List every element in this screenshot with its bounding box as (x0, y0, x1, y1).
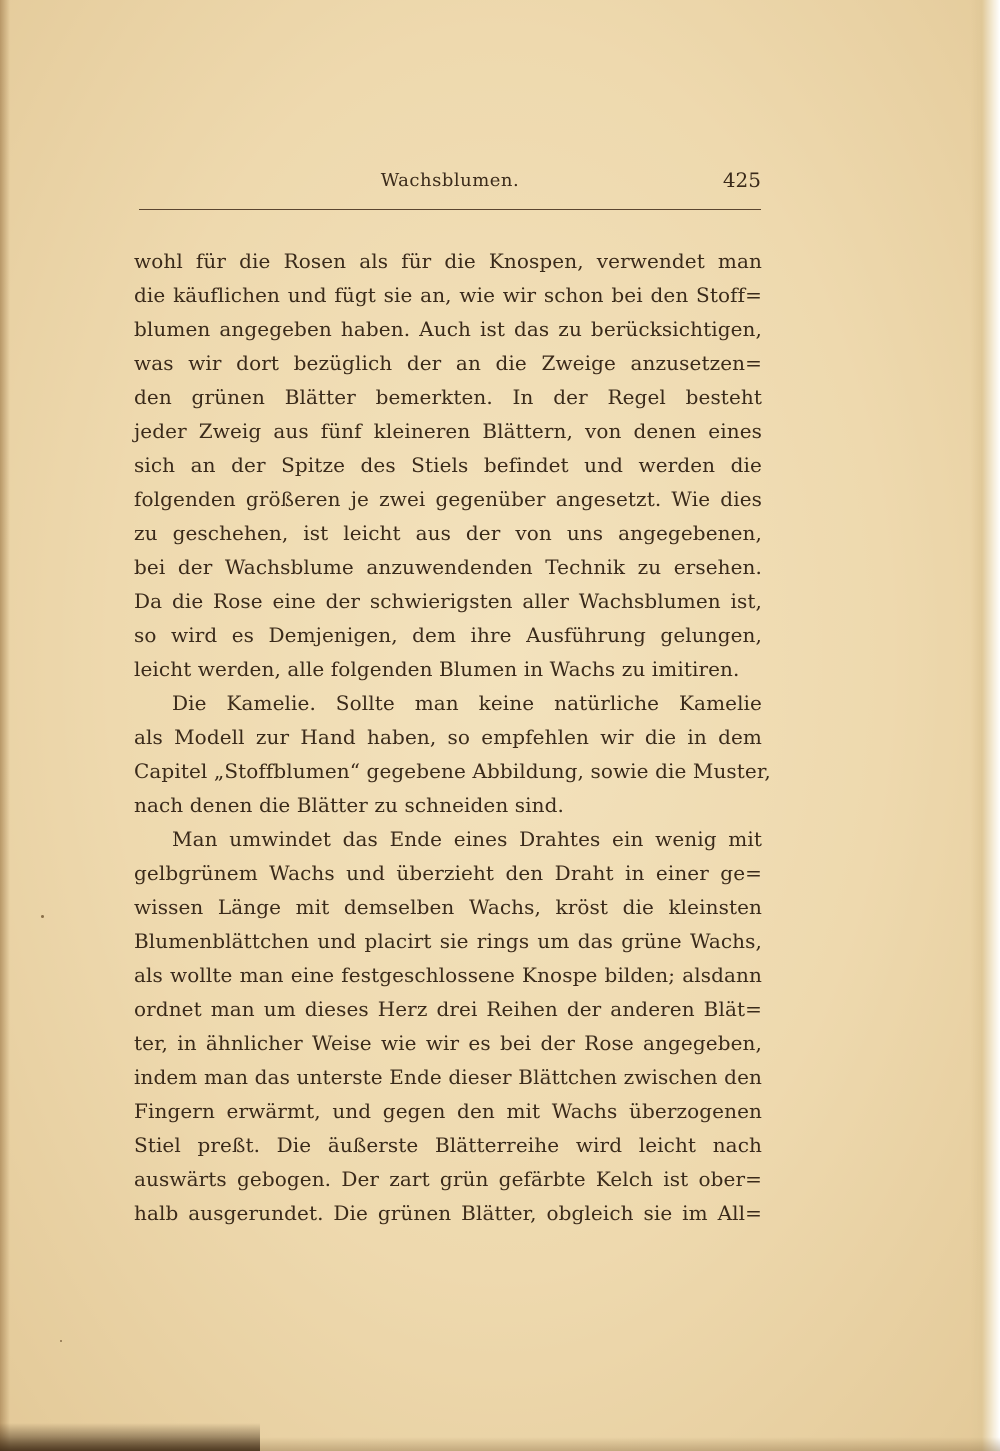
text-line: so wird es Demjenigen, dem ihre Ausführung gelungen, (134, 623, 762, 647)
text-line: wohl für die Rosen als für die Knospen, verwendet man (134, 249, 762, 273)
text-line: Fingern erwärmt, und gegen den mit Wachs überzogenen (134, 1099, 762, 1123)
paper-speck (41, 915, 44, 918)
text-line: indem man das unterste Ende dieser Blättchen zwischen den (134, 1065, 762, 1089)
text-line: zu geschehen, ist leicht aus der von uns angegebenen, (134, 521, 762, 545)
text-line: was wir dort bezüglich der an die Zweige anzusetzen= (134, 351, 762, 375)
text-line: blumen angegeben haben. Auch ist das zu berücksichtigen, (134, 317, 762, 341)
text-line: auswärts gebogen. Der zart grün gefärbte Kelch ist ober= (134, 1167, 762, 1191)
text-line: ter, in ähnlicher Weise wie wir es bei der Rose angegeben, (134, 1031, 762, 1055)
text-line: jeder Zweig aus fünf kleineren Blättern, von denen eines (134, 419, 762, 443)
text-line: als wollte man eine festgeschlossene Knospe bilden; alsdann (134, 963, 762, 987)
text-line: die käuflichen und fügt sie an, wie wir schon bei den Stoff= (134, 283, 762, 307)
text-line: den grünen Blätter bemerkten. In der Regel besteht (134, 385, 762, 409)
page-gutter-shadow (0, 0, 10, 1451)
text-line: Blumenblättchen und placirt sie rings um das grüne Wachs, (134, 929, 762, 953)
text-line: ordnet man um dieses Herz drei Reihen der anderen Blät= (134, 997, 762, 1021)
text-line: bei der Wachsblume anzuwendenden Technik zu ersehen. (134, 555, 762, 579)
header-rule (139, 209, 761, 210)
text-line: gelbgrünem Wachs und überzieht den Draht in einer ge= (134, 861, 762, 885)
body-text (134, 244, 771, 1230)
text-line: wissen Länge mit demselben Wachs, kröst die kleinsten (134, 895, 762, 919)
text-line: Stiel preßt. Die äußerste Blätterreihe wird leicht nach (134, 1133, 762, 1157)
running-title: Wachsblumen. (380, 170, 520, 191)
text-line: folgenden größeren je zwei gegenüber angesetzt. Wie dies (134, 487, 762, 511)
running-head (139, 168, 761, 198)
paper-speck (60, 1340, 62, 1342)
corner-shadow (0, 1423, 260, 1451)
text-line: Capitel „Stoffblumen“ gegebene Abbildung, sowie die Muster, (134, 759, 771, 783)
text-line: Man umwindet das Ende eines Drahtes ein wenig mit (172, 827, 762, 851)
page-number: 425 (722, 168, 761, 192)
text-line: Die Kamelie. Sollte man keine natürliche Kamelie (172, 691, 762, 715)
text-line: als Modell zur Hand haben, so empfehlen wir die in dem (134, 725, 762, 749)
text-line: nach denen die Blätter zu schneiden sind. (134, 793, 564, 817)
page-edge (970, 0, 1000, 1451)
text-line: Da die Rose eine der schwierigsten aller Wachsblumen ist, (134, 589, 762, 613)
text-line: halb ausgerundet. Die grünen Blätter, obgleich sie im All= (134, 1201, 762, 1225)
text-line: sich an der Spitze des Stiels befindet und werden die (134, 453, 762, 477)
text-line: leicht werden, alle folgenden Blumen in Wachs zu imitiren. (134, 657, 740, 681)
